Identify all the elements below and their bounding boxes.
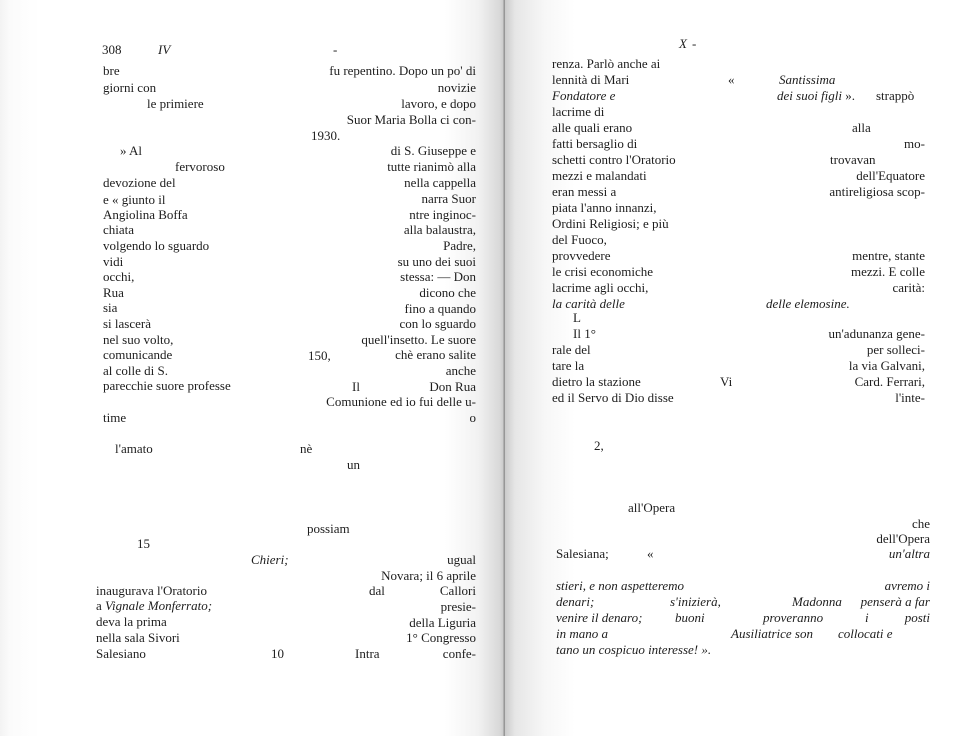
text-line: deva la prima	[96, 614, 167, 629]
text-line: alla balaustra,	[403, 222, 476, 237]
text-line: dal	[369, 583, 385, 598]
text-line: Comunione ed io fui delle u-	[326, 394, 476, 409]
text-line: 10	[271, 646, 284, 661]
text-line: renza. Parlò anche ai	[552, 56, 661, 71]
text-line: Rua	[103, 285, 124, 300]
text-line: bre	[103, 63, 120, 78]
text-line: un'altra	[888, 546, 930, 561]
text-line: Salesiana;	[556, 546, 609, 561]
text-line: di S. Giuseppe e	[390, 143, 476, 158]
text-line: giorni con	[103, 80, 157, 95]
text-line: i	[865, 610, 869, 625]
text-line: Ausiliatrice son	[731, 626, 813, 641]
text-line: ntre inginoc-	[409, 207, 476, 222]
text-line: un	[347, 457, 360, 472]
text-line: la via Galvani,	[848, 358, 925, 373]
text-line: provvedere	[552, 248, 611, 263]
text-line: nè	[300, 441, 313, 456]
text-line: trovavan	[830, 152, 876, 167]
text-line: le crisi economiche	[552, 264, 654, 279]
text-line: la carità delle	[552, 296, 625, 311]
text-line: nella sala Sivori	[96, 630, 180, 645]
text-line: all'Opera	[628, 500, 676, 515]
text-line: lacrime di	[552, 104, 605, 119]
text-line: le primiere	[147, 96, 204, 111]
chapter-number: IV	[158, 42, 171, 57]
text-line: anche	[445, 363, 476, 378]
chapter-number-right: X	[679, 36, 687, 51]
text-line: Angiolina Boffa	[103, 207, 188, 222]
text-line: su uno dei suoi	[397, 254, 476, 269]
text-line: volgendo lo sguardo	[103, 238, 210, 253]
text-line: delle elemosine.	[766, 296, 850, 311]
text-line: 150,	[308, 348, 331, 363]
italic-place: Vignale Monferrato;	[105, 598, 213, 613]
text-line: alle quali erano	[552, 120, 633, 135]
text-line: Il	[352, 379, 360, 394]
text-line: confe-	[442, 646, 476, 661]
text-line: ed il Servo di Dio disse	[552, 390, 674, 405]
text-line: della Liguria	[409, 615, 476, 630]
text-line: un'adunanza gene-	[828, 326, 925, 341]
header-dash-right: -	[692, 36, 697, 51]
text-line: eran messi a	[552, 184, 617, 199]
text-line: al colle di S.	[103, 363, 168, 378]
page-number: 308	[102, 42, 122, 57]
text-line: chiata	[103, 222, 135, 237]
text-line: carità:	[892, 280, 925, 295]
text-line: Madonna	[792, 594, 842, 609]
text-line: possiam	[307, 521, 350, 536]
text-line: Intra	[355, 646, 380, 661]
text-line: antireligiosa scop-	[829, 184, 925, 199]
text-line: in mano a	[556, 626, 608, 641]
text-line: l'amato	[115, 441, 153, 456]
text-line: ugual	[447, 552, 476, 567]
text-line: novizie	[437, 80, 476, 95]
text-line: fatti bersaglio di	[552, 136, 638, 151]
text-line: buoni	[675, 610, 705, 625]
text-line: strappò	[876, 88, 915, 103]
text-line: e « giunto il	[103, 192, 166, 207]
text-line: che	[911, 516, 930, 531]
text-line: Callori	[439, 583, 476, 598]
text-line: 1° Congresso	[406, 630, 476, 645]
text-line: fu repentino. Dopo un po' di	[329, 63, 476, 78]
right-page	[505, 0, 959, 736]
text-line: Don Rua	[429, 379, 476, 394]
text-line: chè erano salite	[395, 347, 476, 362]
text-line: comunicande	[103, 347, 173, 362]
text-line: collocati e	[838, 626, 893, 641]
text-line: mo-	[904, 136, 925, 151]
text-line: piata l'anno innanzi,	[552, 200, 657, 215]
text-line: dei suoi figli ».	[777, 88, 855, 103]
text-line: Novara; il 6 aprile	[381, 568, 476, 583]
text-line: tano un cospicuo interesse! ».	[556, 642, 712, 657]
text-line: «	[647, 546, 654, 561]
text-line: L	[573, 310, 581, 325]
text-line: denari;	[556, 594, 595, 609]
text-line: 15	[137, 536, 150, 551]
text-line: Salesiano	[96, 646, 146, 661]
text-line: l'inte-	[895, 390, 925, 405]
text-line: sia	[103, 300, 118, 315]
text-line: dell'Opera	[876, 531, 930, 546]
text-line: «	[728, 72, 735, 87]
text-line: fervoroso	[175, 159, 225, 174]
text-line: del Fuoco,	[552, 232, 607, 247]
text-line: time	[103, 410, 127, 425]
text-line: 1930.	[311, 128, 341, 143]
text-line: nel suo volto,	[103, 332, 174, 347]
text-line: lennità di Mari	[552, 72, 630, 87]
text-line: Santissima	[779, 72, 836, 87]
header-dash: -	[333, 42, 338, 57]
text-line: lacrime agli occhi,	[552, 280, 649, 295]
text-line: Suor Maria Bolla ci con-	[346, 112, 476, 127]
text-line: alla	[852, 120, 871, 135]
text-line: mentre, stante	[852, 248, 925, 263]
text-line: per solleci-	[866, 342, 925, 357]
text-line: avremo i	[884, 578, 930, 593]
text-line: mezzi e malandati	[552, 168, 647, 183]
text-line: mezzi. E colle	[851, 264, 925, 279]
text-line: stieri, e non aspetteremo	[556, 578, 685, 593]
text-line: presie-	[440, 599, 476, 614]
text-line: Ordini Religiosi; e più	[552, 216, 669, 231]
text-line: rale del	[552, 342, 591, 357]
text-line: o	[469, 410, 476, 425]
text-line: penserà a far	[860, 594, 930, 609]
text-line: Vi	[720, 374, 733, 389]
text-line: dell'Equatore	[856, 168, 925, 183]
text-line: fino a quando	[404, 301, 476, 316]
text-line: venire il denaro;	[556, 610, 643, 625]
text-line: occhi,	[103, 269, 135, 284]
text-line: tutte rianimò alla	[387, 159, 476, 174]
text-line: dicono che	[419, 285, 476, 300]
text-line: stessa: — Don	[400, 269, 476, 284]
text-line: » Al	[120, 143, 143, 158]
text-line: Fondatore e	[552, 88, 616, 103]
text-line: quell'insetto. Le suore	[361, 332, 476, 347]
text-line: narra Suor	[421, 191, 476, 206]
italic-quote: dei suoi figli	[777, 88, 842, 103]
text-line: si lascerà	[103, 316, 152, 331]
text-line: parecchie suore professe	[103, 378, 231, 393]
text-line: con lo sguardo	[399, 316, 476, 331]
text-line: Chieri;	[251, 552, 289, 567]
text-line: 2,	[594, 438, 604, 453]
text-line: a Vignale Monferrato;	[96, 598, 213, 613]
text-line: s'inizierà,	[670, 594, 721, 609]
text-line: vidi	[103, 254, 124, 269]
text-line: nella cappella	[404, 175, 476, 190]
text-line: devozione del	[103, 175, 176, 190]
text-line: lavoro, e dopo	[401, 96, 476, 111]
text-line: tare la	[552, 358, 585, 373]
text-line: Card. Ferrari,	[854, 374, 925, 389]
text-line: Il 1°	[573, 326, 596, 341]
text-line: Padre,	[443, 238, 476, 253]
text-line: schetti contro l'Oratorio	[552, 152, 676, 167]
text-line: proveranno	[763, 610, 824, 625]
text-line: posti	[904, 610, 930, 625]
text-line: dietro la stazione	[552, 374, 641, 389]
text-line: inaugurava l'Oratorio	[96, 583, 207, 598]
